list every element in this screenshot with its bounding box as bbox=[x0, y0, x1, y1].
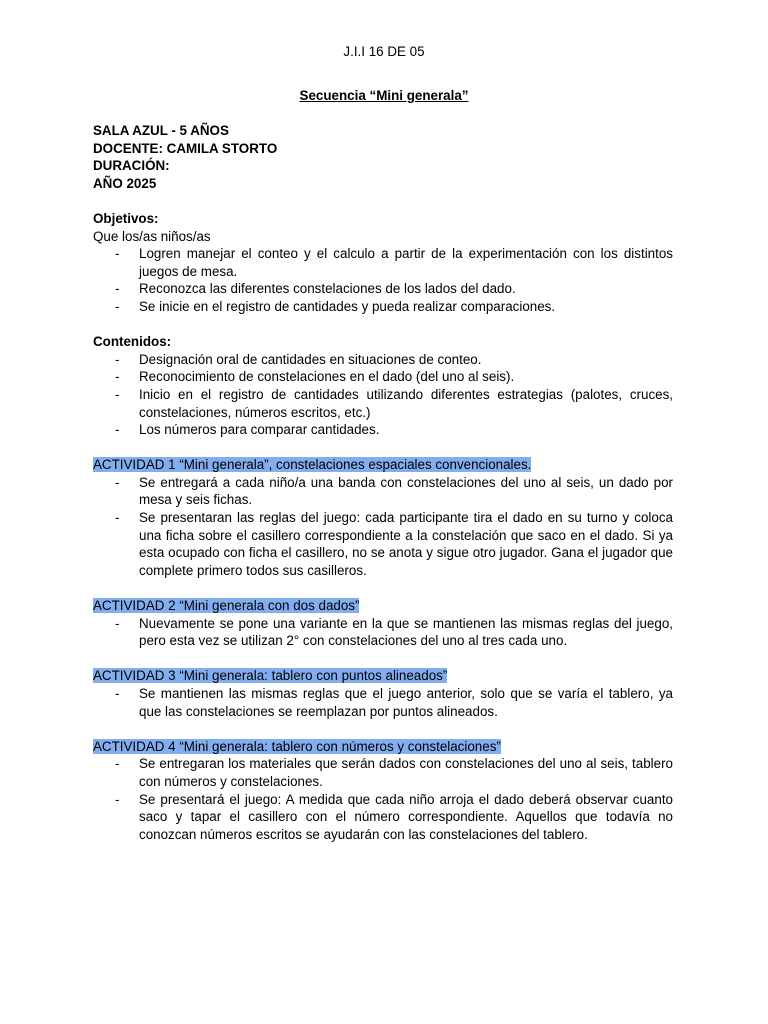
dash-bullet: - bbox=[115, 386, 120, 402]
dash-bullet: - bbox=[115, 298, 120, 314]
page-header: J.I.I 16 DE 05 bbox=[343, 44, 425, 59]
objetivos-list bbox=[93, 245, 673, 315]
dash-bullet: - bbox=[115, 756, 120, 772]
info-line-docente: DOCENTE: CAMILA STORTO bbox=[93, 140, 278, 156]
actividad-4-section bbox=[93, 738, 673, 844]
list-item: - Se mantienen las mismas reglas que el juego anterior, solo que se varía el tablero, ya que las constelaciones se reemplazan por puntos alineados. bbox=[115, 686, 673, 719]
dash-bullet: - bbox=[115, 474, 120, 490]
list-item: - Reconozca las diferentes constelaciones de los lados del dado. bbox=[115, 281, 516, 297]
list-item: - Se entregará a cada niño/a una banda con constelaciones del uno al seis, un dado por mesa y seis fichas. bbox=[115, 474, 673, 508]
info-line-duracion: DURACIÓN: bbox=[93, 158, 170, 174]
actividad-3-list bbox=[93, 685, 673, 720]
document-title: Secuencia “Mini generala” bbox=[299, 88, 469, 103]
actividad-2-heading: ACTIVIDAD 2 “Mini generala con dos dados” bbox=[93, 598, 360, 614]
actividad-3-section bbox=[93, 667, 673, 720]
list-item: - Reconocimiento de constelaciones en el dado (del uno al seis). bbox=[115, 369, 515, 385]
list-item: - Inicio en el registro de cantidades utilizando diferentes estrategias (palotes, cruces, constelaciones, números escritos, etc.) bbox=[115, 386, 673, 420]
list-item: - Se inicie en el registro de cantidades y pueda realizar comparaciones. bbox=[115, 298, 556, 314]
contenidos-section bbox=[93, 333, 673, 439]
dash-bullet: - bbox=[115, 281, 120, 297]
list-item: - Se presentaran las reglas del juego: cada participante tira el dado en su turno y coloca una ficha sobre el casillero correspondiente a la constelación que saco en el dado. Si ya esta ocupado con ficha el casillero, no se anota y sigue otro jugador. Gana el jugador que complete primero todos sus casilleros. bbox=[115, 510, 673, 578]
list-item: - Se entregaran los materiales que serán dados con constelaciones del uno al seis, tablero con números y constelaciones. bbox=[115, 756, 673, 789]
actividad-4-heading: ACTIVIDAD 4 “Mini generala: tablero con números y constelaciones” bbox=[93, 738, 501, 754]
list-item: - Nuevamente se pone una variante en la que se mantienen las mismas reglas del juego, pero esta vez se utilizan 2° con constelaciones del uno al tres cada uno. bbox=[115, 615, 673, 649]
contenidos-heading: Contenidos: bbox=[93, 334, 172, 350]
dash-bullet: - bbox=[115, 686, 120, 701]
dash-bullet: - bbox=[115, 369, 120, 385]
actividad-1-list bbox=[93, 474, 673, 580]
dash-bullet: - bbox=[115, 791, 120, 807]
contenidos-list bbox=[93, 351, 673, 439]
actividad-1-section bbox=[93, 456, 673, 579]
objetivos-section bbox=[93, 210, 673, 316]
objetivos-intro: Que los/as niños/as bbox=[93, 228, 211, 244]
actividad-2-section bbox=[93, 597, 673, 650]
list-item: - Se presentará el juego: A medida que cada niño arroja el dado deberá observar cuanto saco y tapar el casillero con el número correspondiente. Aquellos que todavía no conozcan números escritos se ayudarán con las constelaciones del tablero. bbox=[115, 791, 673, 842]
actividad-2-list bbox=[93, 615, 673, 650]
actividad-1-heading: ACTIVIDAD 1 “Mini generala”, constelaciones espaciales convencionales. bbox=[93, 457, 532, 473]
list-item: - Los números para comparar cantidades. bbox=[115, 422, 380, 438]
info-line-anio: AÑO 2025 bbox=[93, 175, 157, 191]
info-block bbox=[93, 122, 673, 843]
dash-bullet: - bbox=[115, 615, 120, 631]
actividad-4-list bbox=[93, 755, 673, 843]
actividad-3-heading: ACTIVIDAD 3 “Mini generala: tablero con puntos alineados” bbox=[93, 668, 448, 684]
dash-bullet: - bbox=[115, 510, 120, 526]
list-item: - Designación oral de cantidades en situaciones de conteo. bbox=[115, 351, 482, 367]
objetivos-heading: Objetivos: bbox=[93, 210, 159, 226]
dash-bullet: - bbox=[115, 246, 120, 262]
dash-bullet: - bbox=[115, 351, 120, 367]
dash-bullet: - bbox=[115, 422, 120, 438]
info-line-sala: SALA AZUL - 5 AÑOS bbox=[93, 123, 229, 138]
list-item: - Logren manejar el conteo y el calculo a partir de la experimentación con los distintos juegos de mesa. bbox=[115, 246, 673, 279]
